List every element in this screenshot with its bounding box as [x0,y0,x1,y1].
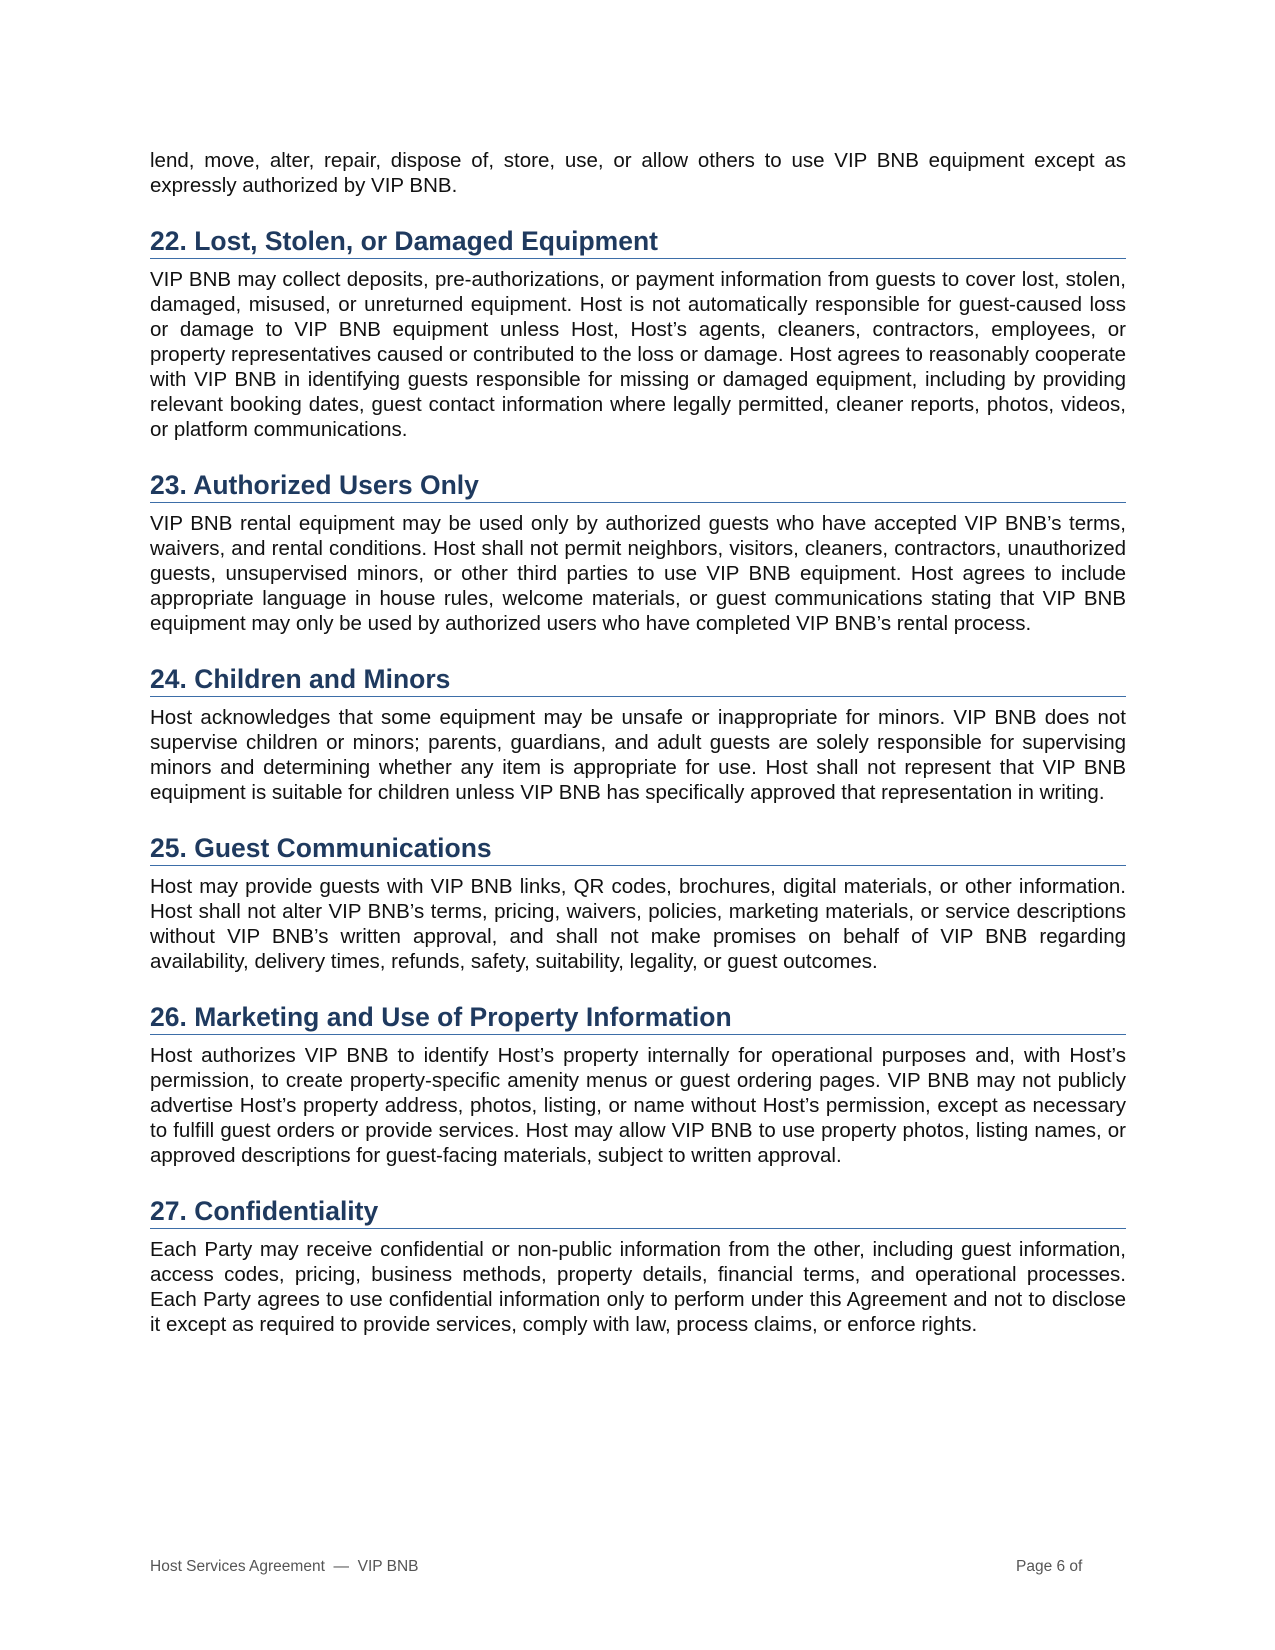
document-page [150,148,1126,1337]
section-title: 25. Guest Communications [150,833,1126,866]
section-body: VIP BNB rental equipment may be used only by authorized guests who have accepted VIP BNB’s terms, waivers, and rental conditions. Host shall not permit neighbors, visitors, cleaners, contractors, unauthorized guests, unsupervised minors, or other third parties to use VIP BNB equipment. Host agrees to include appropriate language in house rules, welcome materials, or guest communications stating that VIP BNB equipment may only be used by authorized users who have completed VIP BNB’s rental process. [150,512,1126,635]
section-26 [150,1002,1126,1168]
section-body: Host authorizes VIP BNB to identify Host’s property internally for operational purposes and, with Host’s permission, to create property-specific amenity menus or guest ordering pages. VIP BNB may not publicly advertise Host’s property address, photos, listing, or name without Host’s permission, except as necessary to fulfill guest orders or provide services. Host may allow VIP BNB to use property photos, listing names, or approved descriptions for guest-facing materials, subject to written approval. [150,1044,1126,1167]
footer-document-title: Host Services Agreement — VIP BNB [150,1558,419,1575]
intro-paragraph: lend, move, alter, repair, dispose of, store, use, or allow others to use VIP BNB equipment except as expressly authorized by VIP BNB. [150,149,1126,197]
section-23 [150,470,1126,636]
section-22 [150,226,1126,442]
footer-page-number: Page 6 of [1016,1558,1083,1575]
section-title: 23. Authorized Users Only [150,470,1126,503]
section-body: VIP BNB may collect deposits, pre-authorizations, or payment information from guests to cover lost, stolen, damaged, misused, or unreturned equipment. Host is not automatically responsible for guest-caused loss or damage to VIP BNB equipment unless Host, Host’s agents, cleaners, contractors, employees, or property representatives caused or contributed to the loss or damage. Host agrees to reasonably cooperate with VIP BNB in identifying guests responsible for missing or damaged equipment, including by providing relevant booking dates, guest contact information where legally permitted, cleaner reports, photos, videos, or platform communications. [150,268,1126,441]
section-24 [150,664,1126,805]
section-title: 22. Lost, Stolen, or Damaged Equipment [150,226,1126,259]
section-body: Each Party may receive confidential or non-public information from the other, including guest information, access codes, pricing, business methods, property details, financial terms, and operational processes. Each Party agrees to use confidential information only to perform under this Agreement and not to disclose it except as required to provide services, comply with law, process claims, or enforce rights. [150,1238,1126,1336]
section-title: 27. Confidentiality [150,1196,1126,1229]
section-body: Host may provide guests with VIP BNB links, QR codes, brochures, digital materials, or other information. Host shall not alter VIP BNB’s terms, pricing, waivers, policies, marketing materials, or service descriptions without VIP BNB’s written approval, and shall not make promises on behalf of VIP BNB regarding availability, delivery times, refunds, safety, suitability, legality, or guest outcomes. [150,875,1126,973]
section-27 [150,1196,1126,1337]
section-title: 24. Children and Minors [150,664,1126,697]
section-title: 26. Marketing and Use of Property Information [150,1002,1126,1035]
section-25 [150,833,1126,974]
section-body: Host acknowledges that some equipment may be unsafe or inappropriate for minors. VIP BNB does not supervise children or minors; parents, guardians, and adult guests are solely responsible for supervising minors and determining whether any item is appropriate for use. Host shall not represent that VIP BNB equipment is suitable for children unless VIP BNB has specifically approved that representation in writing. [150,706,1126,804]
